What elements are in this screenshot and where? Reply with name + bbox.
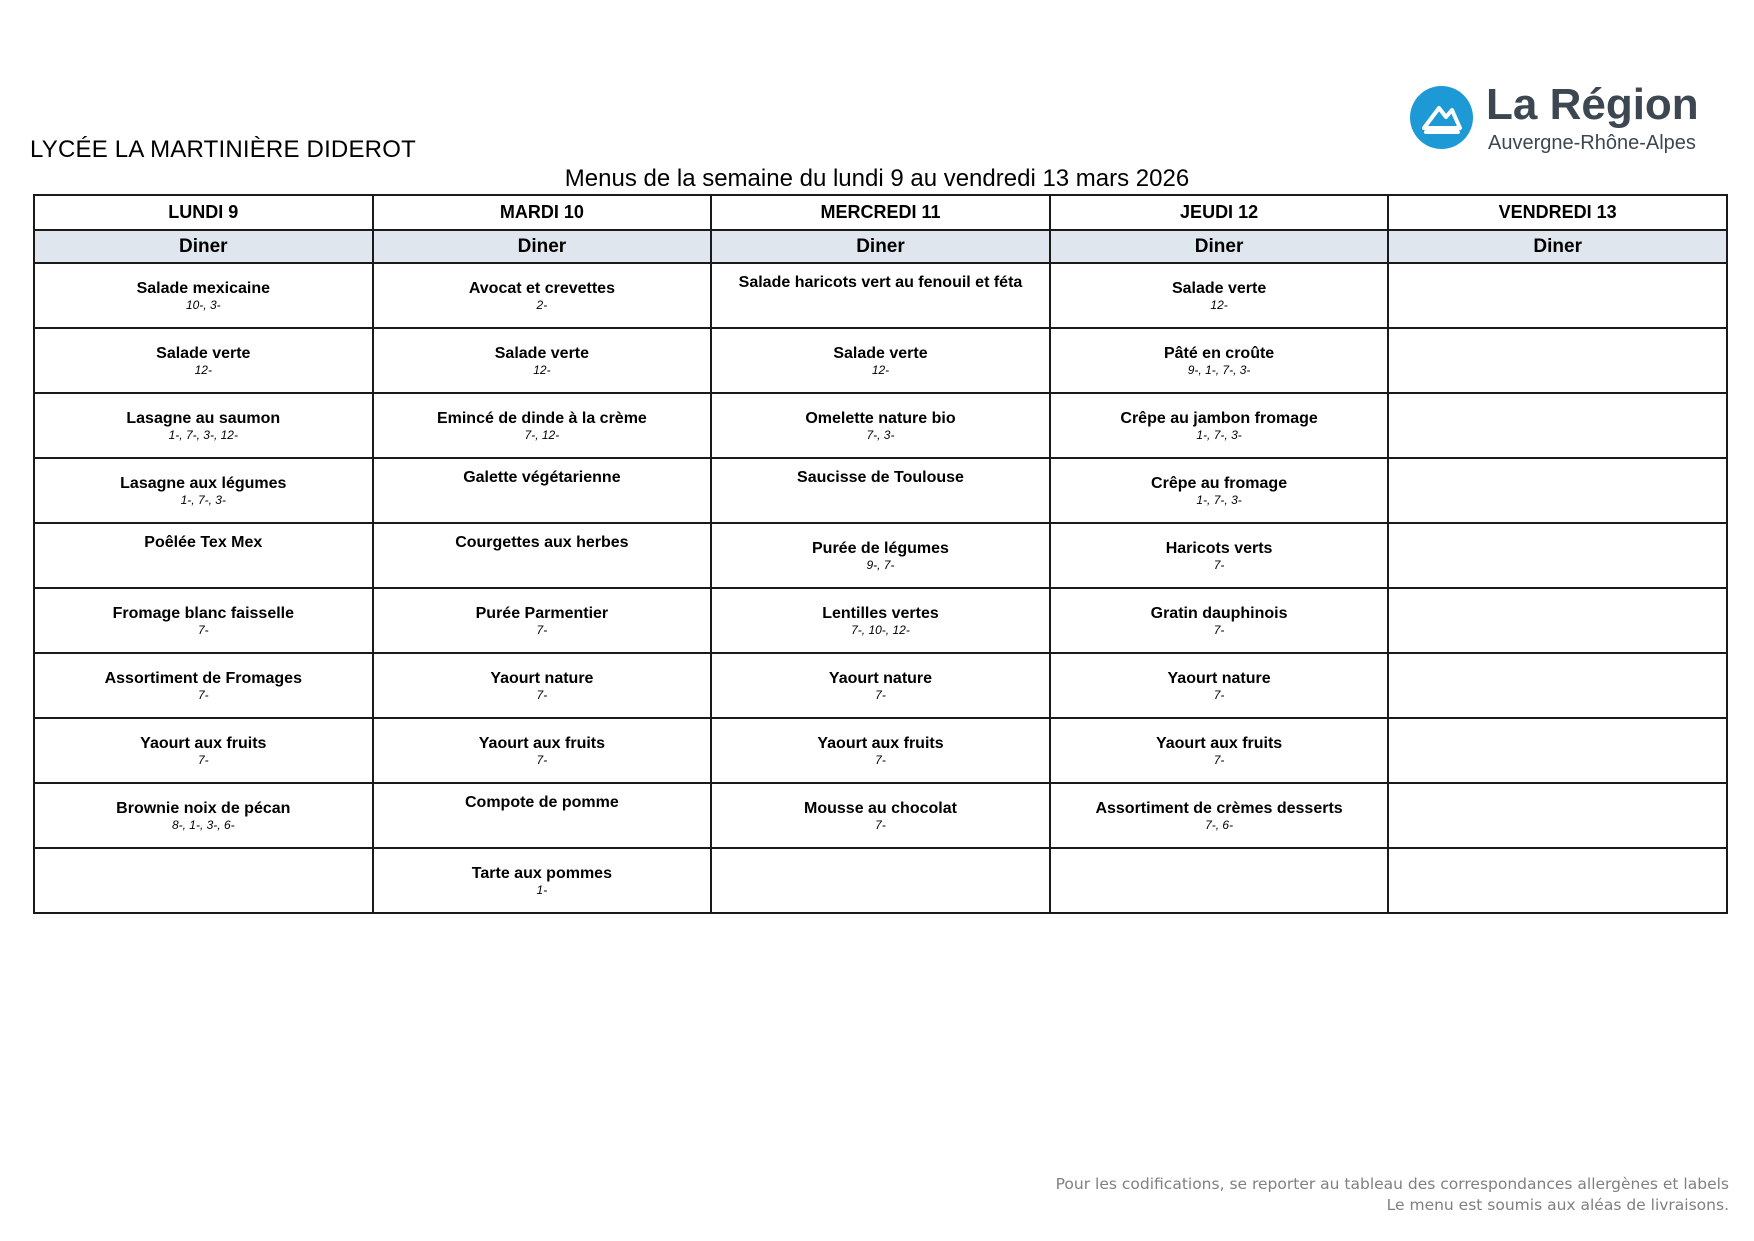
- menu-row: [34, 263, 1727, 328]
- dish-name: Purée de légumes: [812, 539, 949, 557]
- menu-cell: [1388, 263, 1727, 328]
- allergen-codes: 7-, 3-: [866, 427, 895, 442]
- dish-name: Lasagne aux légumes: [120, 474, 287, 492]
- menu-cell: [1388, 653, 1727, 718]
- region-logo-icon: [1410, 86, 1473, 149]
- menu-row: [34, 393, 1727, 458]
- allergen-codes: 7-: [875, 687, 886, 702]
- menu-cell: [1388, 718, 1727, 783]
- menu-cell: [711, 653, 1050, 718]
- allergen-codes: 7-: [1213, 752, 1225, 767]
- allergen-codes: 7-: [1213, 687, 1225, 702]
- dish-name: Compote de pomme: [464, 794, 619, 811]
- allergen-codes: 12-: [871, 362, 890, 377]
- dish-name: Omelette nature bio: [805, 409, 956, 427]
- meal-header-row: [34, 230, 1727, 263]
- menu-cell: [373, 523, 712, 588]
- allergen-codes: 1-: [536, 882, 548, 897]
- menu-cell: [34, 328, 373, 393]
- menu-cell: [1050, 783, 1389, 848]
- dish-name: Yaourt aux fruits: [140, 734, 267, 752]
- dish-name: Emincé de dinde à la crème: [436, 409, 647, 427]
- dish-name: Salade haricots vert au fenouil et féta: [738, 274, 1023, 291]
- menu-cell: [373, 393, 712, 458]
- menu-row: [34, 328, 1727, 393]
- allergen-codes: 8-, 1-, 3-, 6-: [171, 817, 235, 832]
- menu-cell: [373, 653, 712, 718]
- menu-row: [34, 653, 1727, 718]
- allergen-codes: 12-: [1210, 297, 1228, 312]
- dish-name: Salade verte: [494, 344, 590, 362]
- menu-cell: [1388, 783, 1727, 848]
- menu-cell: [373, 783, 712, 848]
- menu-cell: [711, 718, 1050, 783]
- dish-name: Avocat et crevettes: [468, 279, 615, 297]
- menu-cell: [711, 523, 1050, 588]
- menu-cell: [1050, 393, 1389, 458]
- meal-header: Diner: [711, 230, 1050, 263]
- menu-cell: [1388, 458, 1727, 523]
- meal-header: Diner: [1050, 230, 1389, 263]
- dish-name: Gratin dauphinois: [1150, 604, 1288, 622]
- dish-name: Pâté en croûte: [1163, 344, 1275, 362]
- menu-row: [34, 783, 1727, 848]
- dish-name: Assortiment de crèmes desserts: [1095, 799, 1343, 817]
- dish-name: Crêpe au fromage: [1151, 474, 1288, 492]
- region-logo-subtext: Auvergne-Rhône-Alpes: [1488, 132, 1696, 154]
- menu-cell: [711, 848, 1050, 913]
- dish-name: Brownie noix de pécan: [116, 799, 291, 817]
- dish-name: Purée Parmentier: [475, 604, 609, 622]
- dish-name: Lentilles vertes: [822, 604, 939, 622]
- dish-name: Crêpe au jambon fromage: [1120, 409, 1318, 427]
- menu-cell: [34, 848, 373, 913]
- menu-cell: [1050, 328, 1389, 393]
- meal-header: Diner: [373, 230, 712, 263]
- menu-cell: [373, 458, 712, 523]
- menu-cell: [34, 653, 373, 718]
- dish-name: Yaourt aux fruits: [478, 734, 606, 752]
- meal-header: Diner: [1388, 230, 1727, 263]
- dish-name: Courgettes aux herbes: [455, 534, 629, 551]
- dish-name: Salade mexicaine: [136, 279, 270, 297]
- menu-row: [34, 718, 1727, 783]
- day-header: LUNDI 9: [34, 195, 373, 230]
- dish-name: Lasagne au saumon: [126, 409, 281, 427]
- allergen-codes: 7-: [536, 622, 548, 637]
- meal-header: Diner: [34, 230, 373, 263]
- menu-row: [34, 523, 1727, 588]
- menu-cell: [34, 523, 373, 588]
- region-logo-text: La Région: [1486, 80, 1699, 129]
- dish-name: Yaourt aux fruits: [817, 734, 944, 752]
- dish-name: Tarte aux pommes: [471, 864, 612, 882]
- menu-cell: [34, 718, 373, 783]
- dish-name: Assortiment de Fromages: [104, 669, 302, 687]
- menu-cell: [1050, 458, 1389, 523]
- day-header: MERCREDI 11: [711, 195, 1050, 230]
- menu-cell: [711, 263, 1050, 328]
- allergen-codes: 7-: [197, 752, 209, 767]
- allergen-codes: 7-: [875, 752, 886, 767]
- allergen-codes: 9-, 1-, 7-, 3-: [1187, 362, 1251, 377]
- allergen-codes: 10-, 3-: [185, 297, 221, 312]
- dish-name: Haricots verts: [1165, 539, 1273, 557]
- day-header-row: [34, 195, 1727, 230]
- menu-cell: [1050, 263, 1389, 328]
- menu-cell: [1050, 718, 1389, 783]
- menu-cell: [711, 588, 1050, 653]
- dish-name: Fromage blanc faisselle: [112, 604, 294, 622]
- dish-name: Salade verte: [833, 344, 928, 362]
- menu-cell: [711, 328, 1050, 393]
- menu-row: [34, 588, 1727, 653]
- menu-cell: [711, 458, 1050, 523]
- allergen-codes: 1-, 7-, 3-: [1196, 427, 1242, 442]
- allergen-codes: 7-: [875, 817, 886, 832]
- menu-cell: [1050, 523, 1389, 588]
- menu-row: [34, 848, 1727, 913]
- allergen-codes: 7-: [197, 687, 209, 702]
- allergen-codes: 7-: [197, 622, 209, 637]
- allergen-codes: 7-: [1213, 557, 1225, 572]
- menu-table: [33, 194, 1728, 914]
- allergen-codes: 1-, 7-, 3-, 12-: [168, 427, 238, 442]
- dish-name: Yaourt nature: [1167, 669, 1271, 687]
- allergen-codes: 7-, 6-: [1205, 817, 1234, 832]
- day-header: MARDI 10: [373, 195, 712, 230]
- allergen-codes: 7-: [1213, 622, 1225, 637]
- dish-name: Mousse au chocolat: [804, 799, 957, 817]
- page-title: Menus de la semaine du lundi 9 au vendredi 13 mars 2026: [564, 165, 1190, 192]
- region-logo: [1410, 80, 1710, 160]
- menu-body: [34, 263, 1727, 913]
- menu-cell: [373, 263, 712, 328]
- day-header: JEUDI 12: [1050, 195, 1389, 230]
- dish-name: Poêlée Tex Mex: [144, 534, 263, 551]
- allergen-codes: 7-, 12-: [524, 427, 560, 442]
- allergen-codes: 9-, 7-: [866, 557, 895, 572]
- day-header: VENDREDI 13: [1388, 195, 1727, 230]
- allergen-codes: 7-, 10-, 12-: [851, 622, 910, 637]
- dish-name: Yaourt nature: [828, 669, 933, 687]
- dish-name: Saucisse de Toulouse: [797, 469, 964, 486]
- allergen-codes: 7-: [536, 687, 548, 702]
- school-name: LYCÉE LA MARTINIÈRE DIDEROT: [30, 136, 416, 163]
- menu-cell: [373, 718, 712, 783]
- allergen-codes: 2-: [536, 297, 548, 312]
- dish-name: Yaourt aux fruits: [1155, 734, 1283, 752]
- menu-cell: [1388, 588, 1727, 653]
- allergen-codes: 12-: [533, 362, 551, 377]
- menu-cell: [1050, 588, 1389, 653]
- menu-cell: [373, 328, 712, 393]
- menu-cell: [1388, 523, 1727, 588]
- menu-cell: [1388, 393, 1727, 458]
- allergen-codes: 12-: [194, 362, 212, 377]
- menu-cell: [34, 588, 373, 653]
- dish-name: Galette végétarienne: [463, 469, 621, 486]
- menu-cell: [1388, 328, 1727, 393]
- dish-name: Salade verte: [1171, 279, 1267, 297]
- menu-cell: [34, 263, 373, 328]
- menu-row: [34, 458, 1727, 523]
- menu-cell: [1050, 653, 1389, 718]
- menu-cell: [1388, 848, 1727, 913]
- menu-cell: [373, 848, 712, 913]
- footer-note: [1056, 1174, 1729, 1216]
- dish-name: Salade verte: [156, 344, 251, 362]
- allergen-codes: 1-, 7-, 3-: [180, 492, 226, 507]
- menu-cell: [1050, 848, 1389, 913]
- menu-cell: [711, 783, 1050, 848]
- footer-line: Pour les codifications, se reporter au tableau des correspondances allergènes et labels: [1055, 1175, 1729, 1193]
- menu-cell: [34, 393, 373, 458]
- menu-cell: [34, 458, 373, 523]
- menu-cell: [34, 783, 373, 848]
- allergen-codes: 1-, 7-, 3-: [1196, 492, 1242, 507]
- menu-cell: [711, 393, 1050, 458]
- menu-cell: [373, 588, 712, 653]
- footer-line: Le menu est soumis aux aléas de livraisons.: [1386, 1196, 1729, 1214]
- dish-name: Yaourt nature: [490, 669, 594, 687]
- allergen-codes: 7-: [536, 752, 548, 767]
